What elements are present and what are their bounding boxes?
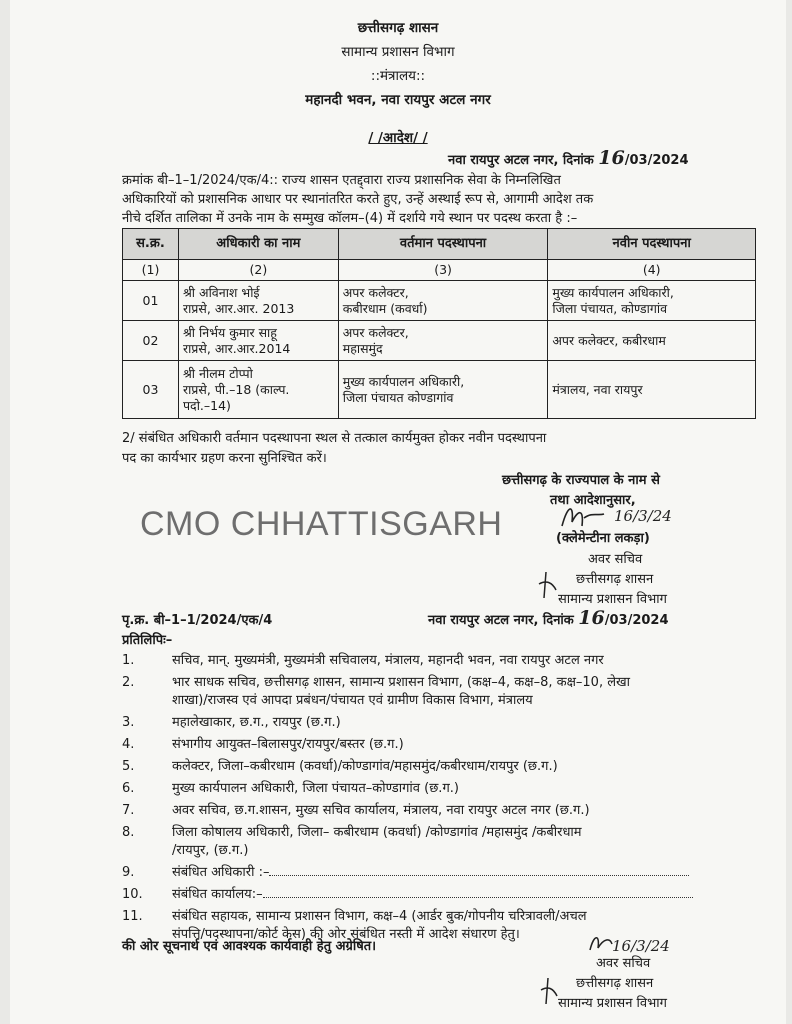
current-post: अपर कलेक्टर, [342, 284, 409, 300]
list-item-text: संबंधित अधिकारी :– [172, 865, 270, 880]
list-item-number: 7. [122, 803, 135, 818]
para2-line-1: 2/ संबंधित अधिकारी वर्तमान पदस्थापना स्थल से तत्काल कार्यमुक्त होकर नवीन पदस्थापना [122, 431, 547, 446]
signatory-designation: अवर सचिव [588, 552, 643, 567]
list-item [172, 886, 693, 903]
current-post: अपर कलेक्टर, [342, 324, 409, 340]
order-date-day: 16 [598, 147, 625, 169]
officer-service-cont: पदो.–14) [182, 397, 231, 413]
header-ministry: ::मंत्रालय:: [370, 68, 426, 84]
list-item [172, 864, 689, 881]
row-sno: 03 [123, 361, 179, 419]
row-current-posting [338, 281, 548, 321]
endorsement-date-line [428, 607, 669, 629]
col-number: (2) [178, 260, 338, 281]
new-post: मुख्य कार्यपालन अधिकारी, [552, 284, 674, 300]
list-item-number: 9. [122, 865, 135, 880]
officer-service: राप्रसे, आर.आर. 2013 [182, 300, 295, 316]
fill-line [269, 875, 689, 876]
intro-line-1: क्रमांक बी–1–1/2024/एक/4:: राज्य शासन एतद्द्वारा राज्य प्रशासनिक सेवा के निम्नलिखित [122, 173, 561, 188]
list-item: मुख्य कार्यपालन अधिकारी, जिला पंचायत–कोण्डागांव (छ.ग.) [172, 781, 459, 796]
initial-mark-icon [536, 570, 560, 600]
table-colnum-row [123, 260, 756, 281]
signatory-2-government: छत्तीसगढ़ शासन [576, 976, 654, 991]
watermark-text: CMO CHHATTISGARH [140, 505, 503, 543]
table-row [123, 321, 756, 361]
initial-mark-icon [538, 976, 560, 1006]
row-sno: 01 [123, 281, 179, 321]
list-item-number: 5. [122, 759, 135, 774]
list-item-number: 3. [122, 715, 135, 730]
initial-1 [536, 570, 560, 600]
officer-name: श्री नीलम टोप्पो [182, 365, 253, 381]
current-place: महासमुंद [342, 340, 383, 356]
list-item-number: 8. [122, 825, 135, 840]
col-header-current: वर्तमान पदस्थापना [338, 229, 548, 260]
row-current-posting [338, 361, 548, 419]
table-row [123, 281, 756, 321]
officer-service: राप्रसे, आर.आर.2014 [182, 340, 291, 356]
transfer-table [122, 228, 756, 419]
list-item-text: संबंधित कार्यालय:– [172, 887, 263, 902]
signatory-government: छत्तीसगढ़ शासन [576, 572, 654, 587]
list-item: सचिव, मान्. मुख्यमंत्री, मुख्यमंत्री सचिवालय, मंत्रालय, महानदी भवन, नवा रायपुर अटल नगर [172, 653, 604, 668]
signature-1-date: 16/3/24 [614, 507, 672, 525]
current-place: जिला पंचायत कोण्डागांव [342, 389, 454, 405]
governor-line: छत्तीसगढ़ के राज्यपाल के नाम से [502, 473, 660, 488]
intro-line-3: नीचे दर्शित तालिका में उनके नाम के सम्मुख कॉलम–(4) में दर्शाये गये स्थान पर पदस्थ करता है :– [122, 211, 578, 226]
signatory-name: (क्लेमेन्टीना लकड़ा) [556, 531, 650, 546]
new-place: जिला पंचायत, कोण्डागांव [552, 300, 668, 316]
header-government: छत्तीसगढ़ शासन [357, 20, 439, 36]
officer-name: श्री अविनाश भोई [182, 284, 260, 300]
table-row [123, 361, 756, 419]
current-post: मुख्य कार्यपालन अधिकारी, [342, 373, 465, 389]
officer-service: राप्रसे, पी.–18 (काल्प. [182, 381, 290, 397]
col-number: (4) [548, 260, 756, 281]
new-post: मंत्रालय, नवा रायपुर [552, 381, 643, 397]
list-item-number: 6. [122, 781, 135, 796]
list-item-cont: शाखा)/राजस्व एवं आपदा प्रबंधन/पंचायत एवं ग्रामीण विकास विभाग, मंत्रालय [172, 693, 533, 708]
row-sno: 02 [123, 321, 179, 361]
fill-line [263, 897, 693, 898]
row-officer-name [178, 281, 338, 321]
row-officer-name [178, 321, 338, 361]
order-title: / /आदेश/ / [368, 130, 428, 146]
col-number: (1) [123, 260, 179, 281]
list-item-number: 4. [122, 737, 135, 752]
endorsement-date-rest: /03/2024 [604, 613, 669, 628]
list-item-number: 10. [122, 887, 143, 902]
para2-line-2: पद का कार्यभार ग्रहण करना सुनिश्चित करें। [122, 451, 327, 466]
officer-name: श्री निर्भय कुमार साहू [182, 324, 277, 340]
row-new-posting [548, 281, 756, 321]
header-department: सामान्य प्रशासन विभाग [341, 44, 455, 60]
list-item: भार साधक सचिव, छत्तीसगढ़ शासन, सामान्य प्रशासन विभाग, (कक्ष–4, कक्ष–8, कक्ष–10, लेखा [172, 675, 631, 690]
list-item: संबंधित सहायक, सामान्य प्रशासन विभाग, कक्ष–4 (आर्डर बुक/गोपनीय चरित्रावली/अचल [172, 909, 587, 924]
order-date-line [448, 147, 689, 169]
list-item: अवर सचिव, छ.ग.शासन, मुख्य सचिव कार्यालय, मंत्रालय, नवा रायपुर अटल नगर (छ.ग.) [172, 803, 590, 818]
initial-2 [538, 976, 560, 1006]
row-new-posting [548, 361, 756, 419]
order-date-place: नवा रायपुर अटल नगर, दिनांक [448, 153, 594, 168]
document-page [10, 0, 786, 1024]
col-number: (3) [338, 260, 548, 281]
list-item-number: 1. [122, 653, 135, 668]
signatory-2-department: सामान्य प्रशासन विभाग [558, 996, 667, 1011]
new-post: अपर कलेक्टर, कबीरधाम [552, 332, 666, 348]
order-date-rest: /03/2024 [624, 153, 689, 168]
endorsement-date-place: नवा रायपुर अटल नगर, दिनांक [428, 613, 574, 628]
list-item-number: 11. [122, 909, 143, 924]
closing-line: की ओर सूचनार्थ एवं आवश्यक कार्यवाही हेतु अग्रेषित। [122, 939, 377, 954]
col-header-new: नवीन पदस्थापना [548, 229, 756, 260]
signature-2-date: 16/3/24 [612, 937, 670, 955]
header-address: महानदी भवन, नवा रायपुर अटल नगर [305, 92, 491, 108]
list-item-cont: संपत्ति/पदस्थापना/कोर्ट केस) की ओर संबंधित नस्ती में आदेश संधारण हेतु। [172, 927, 520, 942]
signatory-department: सामान्य प्रशासन विभाग [558, 592, 667, 607]
row-new-posting [548, 321, 756, 361]
endorsement-date-day: 16 [578, 607, 605, 629]
row-officer-name [178, 361, 338, 419]
list-item: जिला कोषालय अधिकारी, जिला– कबीरधाम (कवर्धा) /कोण्डागांव /महासमुंद /कबीरधाम [172, 825, 582, 840]
list-item-cont: /रायपुर, (छ.ग.) [172, 843, 249, 858]
signatory-2-designation: अवर सचिव [596, 956, 651, 971]
list-item-number: 2. [122, 675, 135, 690]
copy-label: प्रतिलिपिः– [122, 633, 173, 648]
list-item: कलेक्टर, जिला–कबीरधाम (कवर्धा)/कोण्डागांव/महासमुंद/कबीरधाम/रायपुर (छ.ग.) [172, 759, 558, 774]
list-item: महालेखाकार, छ.ग., रायपुर (छ.ग.) [172, 715, 341, 730]
col-header-name: अधिकारी का नाम [178, 229, 338, 260]
table-header-row [123, 229, 756, 260]
order-line: तथा आदेशानुसार, [550, 493, 636, 508]
endorsement-ref: पृ.क्र. बी–1–1/2024/एक/4 [122, 613, 273, 628]
current-place: कबीरधाम (कवर्धा) [342, 300, 428, 316]
col-header-sno: स.क्र. [123, 229, 179, 260]
intro-line-2: अधिकारियों को प्रशासनिक आधार पर स्थानांतरित करते हुए, उन्हें अस्थाई रूप से, आगामी आदेश तक [122, 192, 594, 207]
list-item: संभागीय आयुक्त–बिलासपुर/रायपुर/बस्तर (छ.ग.) [172, 737, 404, 752]
row-current-posting [338, 321, 548, 361]
